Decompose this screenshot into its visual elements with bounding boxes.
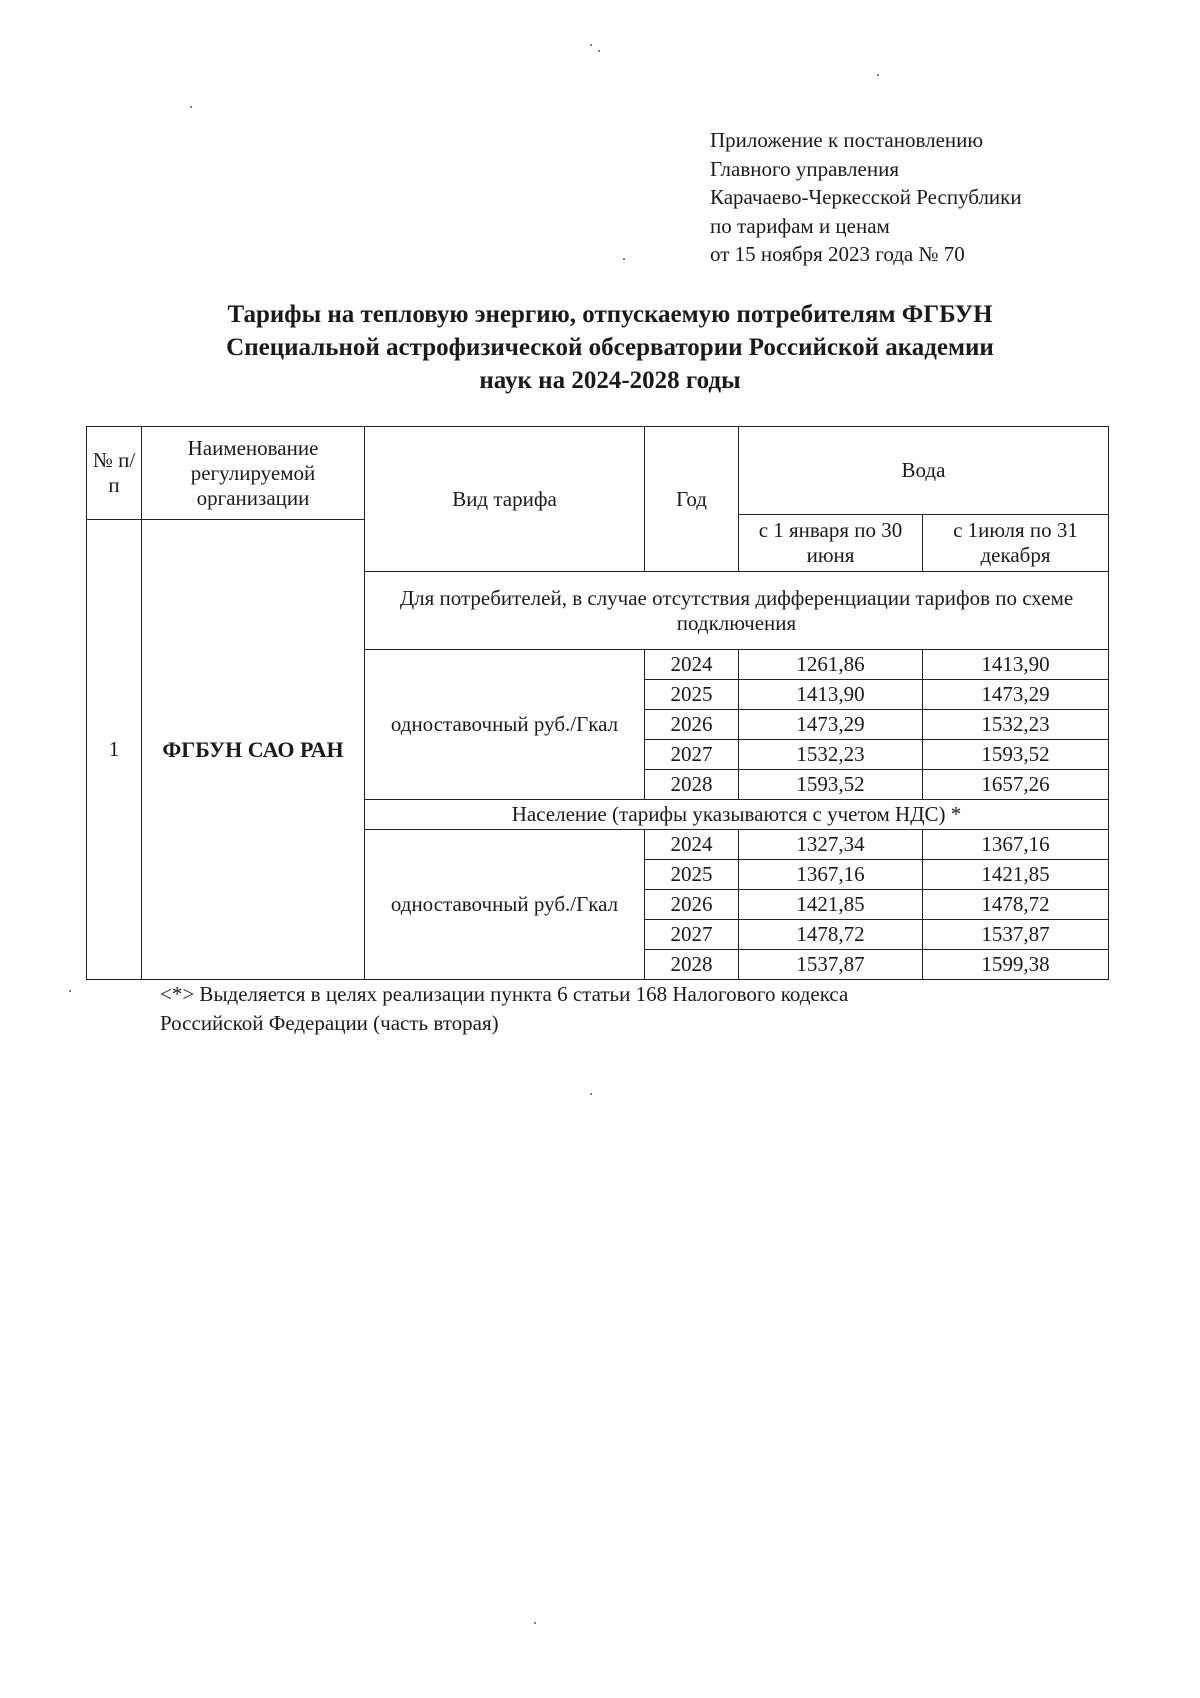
tariff-value-h2: 1478,72 bbox=[923, 890, 1109, 920]
year-cell: 2024 bbox=[645, 650, 739, 680]
title-line: Специальной астрофизической обсерватории Российской академии bbox=[226, 334, 994, 361]
header-period-2: с 1июля по 31 декабря bbox=[923, 515, 1109, 572]
row-number: 1 bbox=[87, 520, 142, 980]
tariff-value-h1: 1327,34 bbox=[739, 830, 923, 860]
section-title: Для потребителей, в случае отсутствия дифференциации тарифов по схеме подключения bbox=[365, 572, 1109, 650]
scan-speck bbox=[590, 1093, 592, 1095]
header-org: Наименование регулируемой организации bbox=[142, 427, 365, 520]
scan-speck bbox=[598, 50, 600, 52]
header-year: Год bbox=[645, 427, 739, 572]
tariff-value-h2: 1532,23 bbox=[923, 710, 1109, 740]
footnote-line: Российской Федерации (часть вторая) bbox=[160, 1011, 499, 1035]
tariff-value-h1: 1413,90 bbox=[739, 680, 923, 710]
tariff-value-h1: 1532,23 bbox=[739, 740, 923, 770]
tariff-value-h1: 1421,85 bbox=[739, 890, 923, 920]
tariff-type-cell: одноставочный руб./Гкал bbox=[365, 830, 645, 980]
tariff-value-h1: 1478,72 bbox=[739, 920, 923, 950]
tariff-value-h1: 1261,86 bbox=[739, 650, 923, 680]
appendix-block bbox=[710, 126, 1022, 269]
appendix-line: от 15 ноября 2023 года № 70 bbox=[710, 242, 965, 266]
year-cell: 2026 bbox=[645, 710, 739, 740]
tariff-table-body bbox=[87, 427, 1109, 980]
scan-speck bbox=[69, 990, 71, 992]
tariff-value-h1: 1593,52 bbox=[739, 770, 923, 800]
document-title bbox=[150, 298, 1070, 397]
tariff-value-h2: 1367,16 bbox=[923, 830, 1109, 860]
appendix-line: Главного управления bbox=[710, 156, 899, 181]
header-num: № п/п bbox=[87, 427, 142, 520]
tariff-type-cell: одноставочный руб./Гкал bbox=[365, 650, 645, 800]
appendix-line: Карачаево-Черкесской Республики bbox=[710, 185, 1022, 209]
year-cell: 2027 bbox=[645, 740, 739, 770]
year-cell: 2025 bbox=[645, 680, 739, 710]
title-line: наук на 2024-2028 годы bbox=[479, 367, 741, 394]
tariff-value-h1: 1367,16 bbox=[739, 860, 923, 890]
header-water: Вода bbox=[739, 427, 1109, 515]
organization-name: ФГБУН САО РАН bbox=[142, 520, 365, 980]
year-cell: 2025 bbox=[645, 860, 739, 890]
tariff-value-h2: 1473,29 bbox=[923, 680, 1109, 710]
tariff-value-h2: 1413,90 bbox=[923, 650, 1109, 680]
year-cell: 2026 bbox=[645, 890, 739, 920]
tariff-value-h2: 1537,87 bbox=[923, 920, 1109, 950]
tariff-value-h2: 1657,26 bbox=[923, 770, 1109, 800]
tariff-table bbox=[86, 426, 1109, 980]
tariff-value-h1: 1537,87 bbox=[739, 950, 923, 980]
year-cell: 2028 bbox=[645, 950, 739, 980]
scan-speck bbox=[590, 44, 592, 46]
tariff-value-h2: 1599,38 bbox=[923, 950, 1109, 980]
year-cell: 2028 bbox=[645, 770, 739, 800]
scan-speck bbox=[190, 106, 192, 108]
tariff-value-h2: 1593,52 bbox=[923, 740, 1109, 770]
section-title: Население (тарифы указываются с учетом НДС) * bbox=[365, 800, 1109, 830]
footnote-line: <*> Выделяется в целях реализации пункта 6 статьи 168 Налогового кодекса bbox=[160, 982, 849, 1006]
year-cell: 2027 bbox=[645, 920, 739, 950]
scan-speck bbox=[877, 74, 879, 76]
header-tariff-type: Вид тарифа bbox=[365, 427, 645, 572]
header-period-1: с 1 января по 30 июня bbox=[739, 515, 923, 572]
tariff-value-h2: 1421,85 bbox=[923, 860, 1109, 890]
scan-speck bbox=[534, 1622, 536, 1624]
appendix-line: Приложение к постановлению bbox=[710, 128, 984, 152]
year-cell: 2024 bbox=[645, 830, 739, 860]
scan-speck bbox=[623, 258, 625, 260]
appendix-line: по тарифам и ценам bbox=[710, 213, 890, 238]
tariff-value-h1: 1473,29 bbox=[739, 710, 923, 740]
footnote bbox=[160, 980, 848, 1038]
title-line: Тарифы на тепловую энергию, отпускаемую потребителям ФГБУН bbox=[227, 301, 993, 328]
